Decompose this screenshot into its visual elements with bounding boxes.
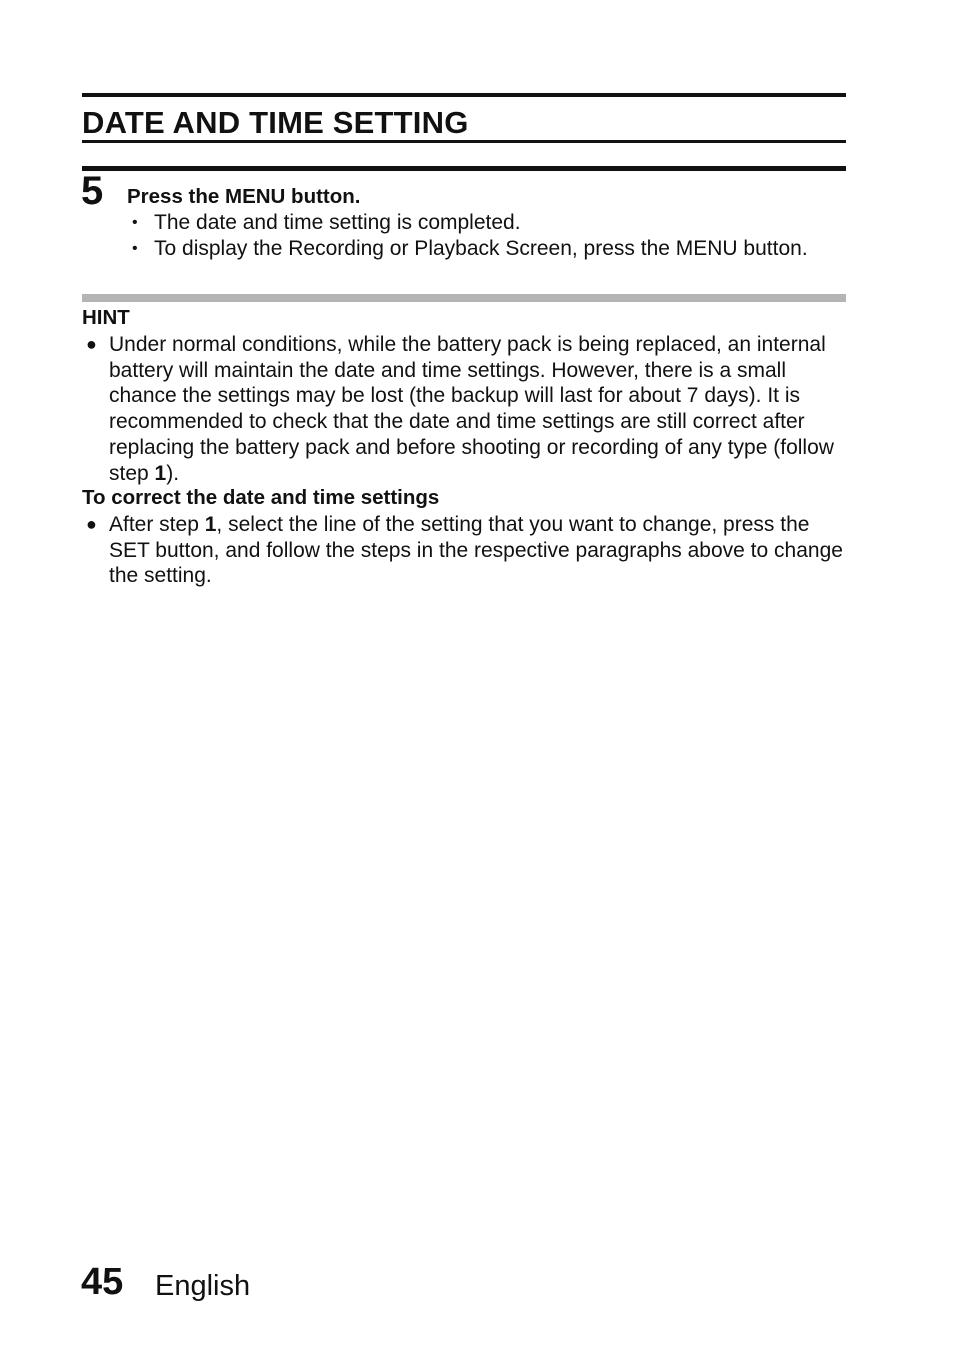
step-number: 5 xyxy=(81,169,104,213)
hint-step-ref: 1 xyxy=(154,461,167,485)
hint-text-b: ). xyxy=(166,461,180,485)
bullet-circle-icon: ● xyxy=(86,334,97,354)
correct-text-b: , select the line of the setting that you want to change, press the SET button, and follow the steps in the respective paragraphs above to change the setting. xyxy=(109,513,843,588)
step-bullet-text: The date and time setting is completed. xyxy=(154,211,521,234)
hint-list xyxy=(84,332,846,486)
step-divider xyxy=(82,166,846,171)
bullet-dot-icon: • xyxy=(132,240,138,257)
hint-label: HINT xyxy=(82,306,130,329)
page-number: 45 xyxy=(81,1261,124,1303)
bullet-circle-icon: ● xyxy=(86,514,97,534)
correct-step-ref: 1 xyxy=(204,513,217,536)
hint-text-a: Under normal conditions, while the battery pack is being replaced, an internal battery will maintain the date and time settings. However, there is a small chance the settings may be lost (the backup will last for about 7 days). It is recommended to check that the date and time settings are still correct after replacing the battery pack and before shooting or recording of any type (follow step xyxy=(109,333,834,485)
hint-divider-bar xyxy=(82,294,846,302)
step-heading: Press the MENU button. xyxy=(127,185,361,208)
page-language: English xyxy=(155,1270,251,1302)
correct-list xyxy=(84,512,846,589)
step-bullet-item xyxy=(132,210,808,236)
section-header xyxy=(82,93,846,143)
bullet-dot-icon: • xyxy=(132,214,138,231)
step-bullet-item xyxy=(132,236,808,262)
correct-text-a: After step xyxy=(109,513,205,536)
step-bullet-list xyxy=(132,210,808,262)
hint-item xyxy=(84,332,846,486)
section-title: DATE AND TIME SETTING xyxy=(82,105,469,140)
correct-heading: To correct the date and time settings xyxy=(82,486,440,509)
step-bullet-text: To display the Recording or Playback Screen, press the MENU button. xyxy=(154,237,808,260)
correct-item xyxy=(84,512,846,589)
